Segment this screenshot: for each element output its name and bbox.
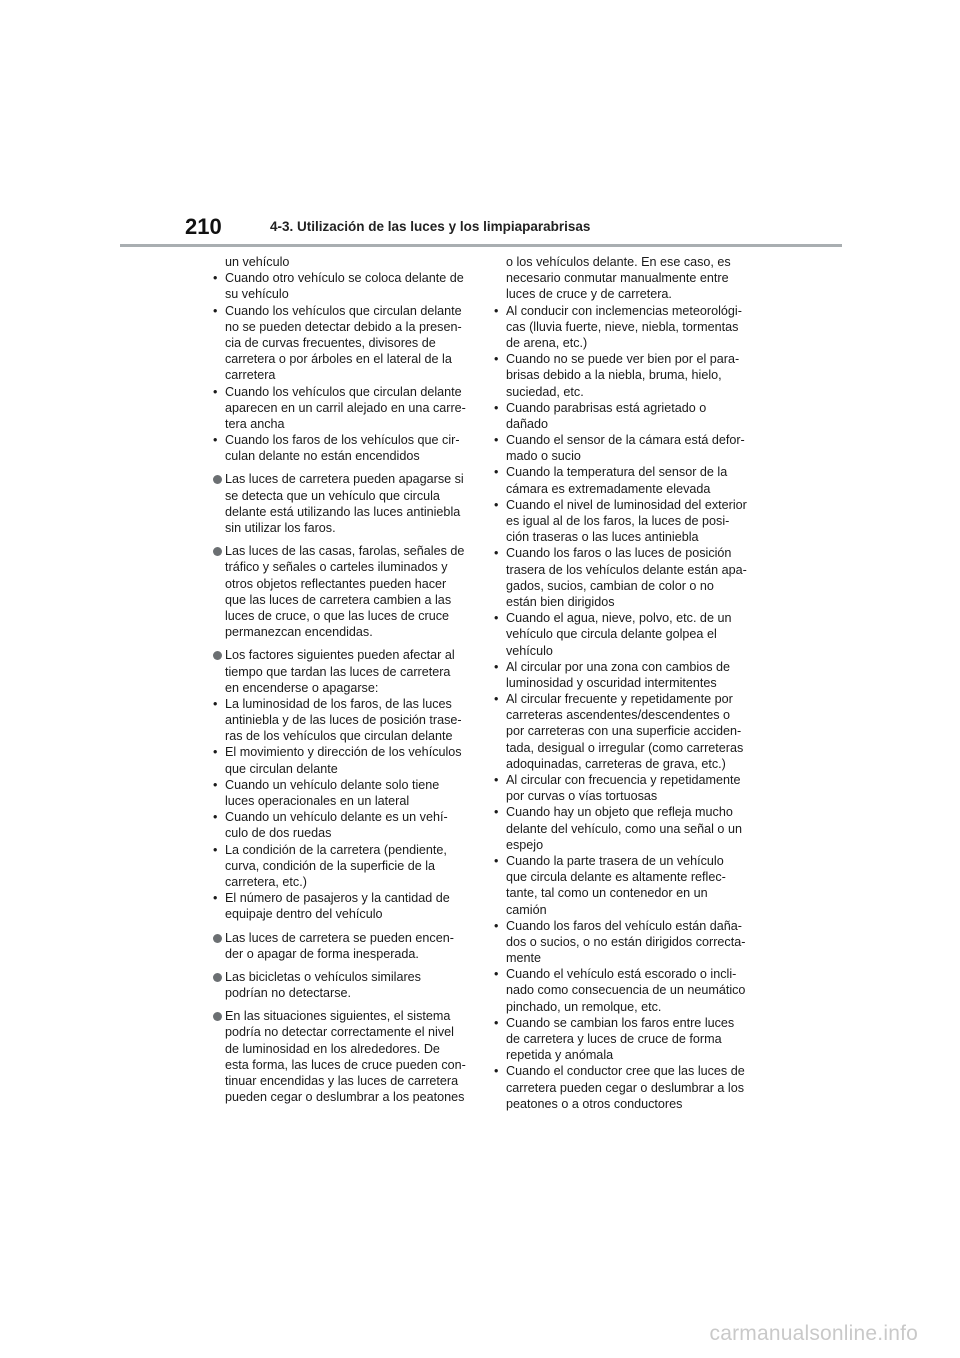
- bullet-item: [494, 966, 748, 1015]
- text-line: podría no detectar correctamente el nivel: [225, 1025, 454, 1040]
- bullet-item: [494, 918, 748, 967]
- text-line: pinchado, un remolque, etc.: [506, 999, 662, 1014]
- text-line: Al circular por una zona con cambios de: [506, 659, 731, 674]
- text-line: de carretera y luces de cruce de forma: [506, 1032, 722, 1046]
- bullet-marker: •: [213, 810, 218, 825]
- text-line: vehículo que circula delante golpea el: [506, 627, 717, 642]
- text-line: Cuando la temperatura del sensor de la: [506, 465, 728, 480]
- text-line: cas (lluvia fuerte, nieve, niebla, tormentas: [506, 319, 739, 334]
- bullet-item: [494, 659, 748, 691]
- text-line: espejo: [506, 837, 544, 852]
- bullet-marker: •: [494, 773, 499, 787]
- bullet-item: [494, 303, 748, 352]
- text-line: carretera pueden cegar o deslumbrar a los: [506, 1080, 745, 1095]
- text-line: vehículo: [506, 643, 553, 658]
- text-line: culan delante no están encendidos: [225, 449, 420, 464]
- text-line: Las bicicletas o vehículos similares: [225, 969, 421, 984]
- text-line: Las luces de carretera se pueden encen-: [225, 930, 454, 945]
- text-line: delante está utilizando las luces antiniebla: [225, 504, 461, 519]
- bullet-item: [494, 497, 748, 546]
- bullet-marker: •: [494, 692, 499, 707]
- bullet-marker: •: [213, 745, 218, 760]
- text-line: cámara es extremadamente elevada: [506, 481, 711, 496]
- text-line: repetida y anómala: [506, 1048, 614, 1063]
- bullet-marker: •: [494, 967, 499, 982]
- text-line: gados, sucios, cambian de color o no: [506, 578, 714, 593]
- bullet-item: [494, 772, 748, 804]
- text-line: Las luces de las casas, farolas, señales de: [225, 544, 465, 559]
- bullet-item: [494, 853, 748, 918]
- text-line: Cuando otro vehículo se coloca delante de: [225, 271, 464, 286]
- circle-bullet-item: [213, 1008, 467, 1105]
- text-line: culo de dos ruedas: [225, 826, 332, 841]
- text-line: Los factores siguientes pueden afectar al: [225, 648, 455, 663]
- text-line: La luminosidad de los faros, de las luces: [225, 696, 452, 711]
- section-title: 4-3. Utilización de las luces y los limpiaparabrisas: [270, 219, 591, 234]
- circle-bullet-item: [213, 647, 467, 696]
- text-line: En las situaciones siguientes, el sistema: [225, 1009, 451, 1024]
- bullet-marker: •: [213, 433, 218, 448]
- bullet-marker: •: [213, 271, 218, 286]
- bullet-item: [213, 890, 467, 922]
- text-line: luces operacionales en un lateral: [225, 794, 410, 808]
- text-line: Cuando un vehículo delante es un vehí-: [225, 810, 448, 825]
- text-line: carretera o por árboles en el lateral de la: [225, 352, 452, 367]
- text-line: El número de pasajeros y la cantidad de: [225, 891, 450, 906]
- text-line: su vehículo: [225, 287, 289, 302]
- text-line: Cuando parabrisas está agrietado o: [506, 400, 707, 415]
- text-line: aparecen en un carril alejado en una carre-: [225, 400, 466, 415]
- text-line: Al conducir con inclemencias meteorológi-: [506, 303, 742, 318]
- watermark: carmanualsonline.info: [709, 1322, 918, 1345]
- text-line: carretera, etc.): [225, 874, 307, 889]
- text-line: equipaje dentro del vehículo: [225, 907, 383, 922]
- bullet-item: [213, 842, 467, 891]
- text-line: que circula delante es altamente reflec-: [506, 870, 726, 885]
- text-line: ras de los vehículos que circulan delante: [225, 729, 453, 744]
- continued-text: [213, 254, 467, 270]
- left-text-column: [213, 254, 467, 1105]
- text-line: Al circular con frecuencia y repetidamente: [506, 773, 741, 787]
- text-line: Cuando los faros o las luces de posición: [506, 546, 732, 561]
- right-text-column: [494, 254, 748, 1112]
- text-line: Cuando el nivel de luminosidad del exterior: [506, 497, 747, 512]
- bullet-marker: •: [494, 611, 499, 626]
- bullet-item: [213, 744, 467, 776]
- text-line: permanezcan encendidas.: [225, 625, 373, 640]
- bullet-item: [494, 545, 748, 610]
- bullet-marker: •: [494, 659, 499, 674]
- text-line: luces de cruce, o que las luces de cruce: [225, 608, 450, 623]
- text-line: ción traseras o las luces antiniebla: [506, 530, 699, 545]
- bullet-item: [494, 464, 748, 496]
- text-line: Las luces de carretera pueden apagarse si: [225, 472, 464, 487]
- text-line: nado como consecuencia de un neumático: [506, 983, 746, 998]
- text-line: es igual al de los faros, la luces de posi-: [506, 514, 730, 528]
- bullet-marker: •: [494, 352, 499, 367]
- text-line: camión: [506, 902, 547, 917]
- text-line: están bien dirigidos: [506, 594, 615, 609]
- text-line: en encenderse o apagarse:: [225, 680, 379, 695]
- bullet-item: [494, 691, 748, 772]
- bullet-marker: •: [494, 546, 499, 561]
- text-line: luminosidad y oscuridad intermitentes: [506, 675, 717, 690]
- text-line: El movimiento y dirección de los vehículos: [225, 745, 462, 760]
- bullet-marker: •: [213, 777, 218, 792]
- text-line: tante, tal como un contenedor en un: [506, 886, 708, 901]
- bullet-marker: •: [494, 805, 499, 820]
- text-line: Cuando el agua, nieve, polvo, etc. de un: [506, 611, 732, 626]
- text-line: no se pueden detectar debido a la presen-: [225, 319, 462, 334]
- text-line: Cuando los vehículos que circulan delante: [225, 303, 462, 318]
- bullet-marker: •: [494, 433, 499, 448]
- text-line: carretera: [225, 368, 276, 383]
- circle-bullet-item: [213, 930, 467, 962]
- text-line: der o apagar de forma inesperada.: [225, 946, 419, 961]
- text-line: Cuando hay un objeto que refleja mucho: [506, 805, 733, 820]
- bullet-marker: •: [213, 891, 218, 906]
- bullet-item: [213, 696, 467, 745]
- bullet-item: [213, 270, 467, 302]
- text-line: por curvas o vías tortuosas: [506, 789, 658, 804]
- text-line: antiniebla y de las luces de posición trase-: [225, 713, 462, 728]
- bullet-marker: •: [494, 400, 499, 415]
- text-line: La condición de la carretera (pendiente,: [225, 842, 447, 857]
- text-line: brisas debido a la niebla, bruma, hielo,: [506, 368, 722, 383]
- circle-bullet-icon: [213, 934, 222, 943]
- bullet-marker: •: [213, 696, 218, 711]
- text-line: Cuando el conductor cree que las luces de: [506, 1064, 745, 1079]
- bullet-item: [213, 777, 467, 809]
- circle-bullet-item: [213, 471, 467, 536]
- text-line: Cuando un vehículo delante solo tiene: [225, 777, 440, 792]
- bullet-item: [494, 610, 748, 659]
- bullet-marker: •: [213, 384, 218, 399]
- text-line: tráfico y señales o carteles iluminados y: [225, 560, 448, 575]
- bullet-item: [494, 432, 748, 464]
- text-line: tiempo que tardan las luces de carretera: [225, 664, 451, 679]
- text-line: de luminosidad en los alrededores. De: [225, 1041, 440, 1056]
- bullet-item: [494, 804, 748, 853]
- text-line: tada, desigual o irregular (como carreteras: [506, 740, 744, 755]
- page-number: 210: [185, 214, 222, 239]
- text-line: Cuando los faros del vehículo están daña-: [506, 918, 742, 933]
- text-line: un vehículo: [225, 255, 290, 269]
- bullet-item: [213, 384, 467, 433]
- text-line: tinuar encendidas y las luces de carretera: [225, 1074, 459, 1088]
- text-line: cia de curvas frecuentes, divisores de: [225, 335, 436, 350]
- circle-bullet-icon: [213, 973, 222, 982]
- bullet-marker: •: [494, 465, 499, 480]
- bullet-marker: •: [494, 918, 499, 933]
- text-line: carreteras ascendentes/descendentes o: [506, 708, 731, 723]
- text-line: curva, condición de la superficie de la: [225, 858, 436, 873]
- bullet-item: [494, 400, 748, 432]
- text-line: esta forma, las luces de cruce pueden con-: [225, 1057, 466, 1072]
- text-line: podrían no detectarse.: [225, 986, 352, 1001]
- text-line: dos o sucios, o no están dirigidos correcta-: [506, 934, 746, 949]
- bullet-item: [494, 1015, 748, 1064]
- bullet-marker: •: [213, 842, 218, 857]
- text-line: o los vehículos delante. En ese caso, es: [506, 255, 731, 269]
- circle-bullet-item: [213, 969, 467, 1001]
- text-line: adoquinadas, carreteras de grava, etc.): [506, 756, 726, 771]
- bullet-item: [494, 351, 748, 400]
- text-line: Cuando no se puede ver bien por el para-: [506, 352, 740, 367]
- text-line: que circulan delante: [225, 761, 338, 776]
- text-line: mado o sucio: [506, 449, 581, 464]
- text-line: Cuando los faros de los vehículos que cir-: [225, 433, 460, 448]
- text-line: se detecta que un vehículo que circula: [225, 488, 440, 503]
- text-line: sin utilizar los faros.: [225, 521, 336, 535]
- text-line: trasera de los vehículos delante están apa-: [506, 562, 747, 577]
- text-line: por carreteras con una superficie acciden-: [506, 724, 742, 739]
- text-line: que las luces de carretera cambien a las: [225, 592, 452, 607]
- bullet-item: [213, 432, 467, 464]
- text-line: delante del vehículo, como una señal o un: [506, 821, 742, 836]
- circle-bullet-item: [213, 543, 467, 640]
- text-line: luces de cruce y de carretera.: [506, 287, 672, 302]
- text-line: Cuando la parte trasera de un vehículo: [506, 853, 724, 868]
- header-divider: [120, 244, 842, 247]
- bullet-marker: •: [494, 1015, 499, 1030]
- bullet-marker: •: [494, 497, 499, 512]
- continued-text: [494, 254, 748, 303]
- bullet-marker: •: [494, 303, 499, 318]
- text-line: otros objetos reflectantes pueden hacer: [225, 576, 447, 591]
- text-line: Al circular frecuente y repetidamente por: [506, 692, 733, 707]
- text-line: pueden cegar o deslumbrar a los peatones: [225, 1090, 465, 1105]
- text-line: necesario conmutar manualmente entre: [506, 271, 729, 286]
- text-line: Cuando el vehículo está escorado o incli-: [506, 967, 737, 982]
- bullet-item: [213, 303, 467, 384]
- text-line: dañado: [506, 416, 549, 431]
- text-line: Cuando se cambian los faros entre luces: [506, 1015, 735, 1030]
- text-line: mente: [506, 951, 542, 966]
- bullet-item: [213, 809, 467, 841]
- bullet-marker: •: [494, 853, 499, 868]
- text-line: tera ancha: [225, 416, 285, 431]
- bullet-marker: •: [494, 1064, 499, 1079]
- text-line: suciedad, etc.: [506, 384, 584, 399]
- text-line: de arena, etc.): [506, 335, 588, 350]
- text-line: Cuando los vehículos que circulan delante: [225, 384, 462, 399]
- bullet-item: [494, 1063, 748, 1112]
- bullet-marker: •: [213, 303, 218, 318]
- text-line: Cuando el sensor de la cámara está defor-: [506, 433, 745, 448]
- text-line: peatones o a otros conductores: [506, 1096, 683, 1111]
